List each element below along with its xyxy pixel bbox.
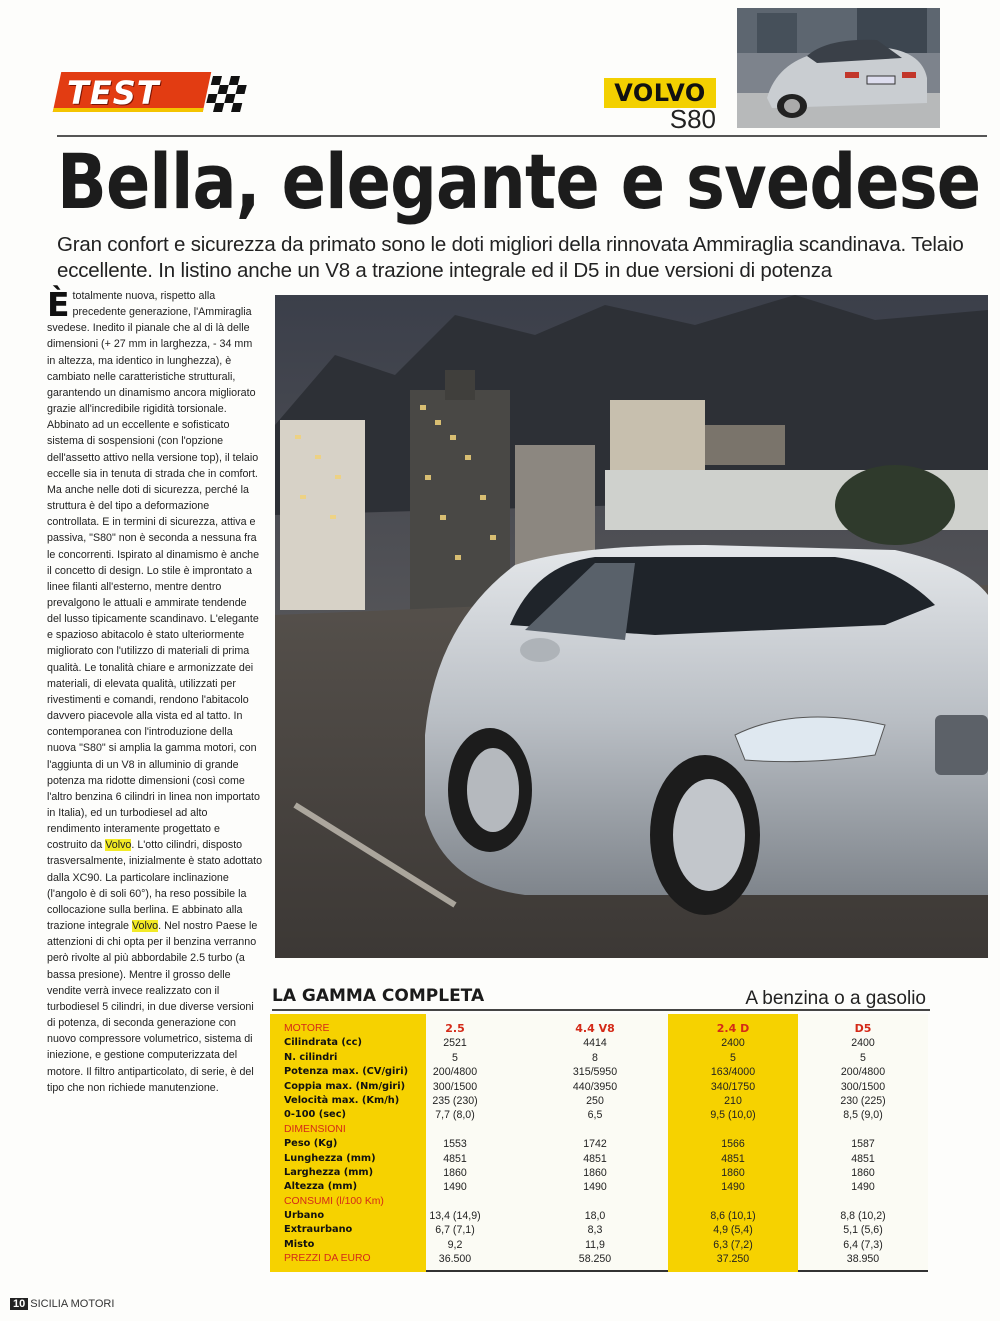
column-header: 2.4 D xyxy=(716,1022,750,1035)
spec-label: Peso (Kg) xyxy=(284,1138,338,1150)
main-car-photo xyxy=(275,295,988,958)
spec-value: 8,6 (10,1) xyxy=(710,1210,756,1223)
test-section-logo xyxy=(57,72,262,114)
spec-label: MOTORE xyxy=(284,1023,330,1034)
spec-value xyxy=(530,1195,660,1209)
spec-value: 7,7 (8,0) xyxy=(435,1109,475,1122)
spec-table xyxy=(270,1014,928,1272)
spec-label: N. cilindri xyxy=(284,1051,338,1063)
test-logo-text: TEST xyxy=(67,74,160,112)
spec-value: 5 xyxy=(860,1051,866,1064)
spec-column-2-5 xyxy=(400,1022,510,1267)
spec-value: 2400 xyxy=(851,1037,875,1050)
spec-value: 8,8 (10,2) xyxy=(840,1210,886,1223)
spec-label: DIMENSIONI xyxy=(284,1123,346,1135)
spec-value: 36.500 xyxy=(438,1253,472,1266)
spec-column-d5 xyxy=(808,1022,918,1267)
spec-value: 2400 xyxy=(721,1037,745,1050)
spec-value: 8,3 xyxy=(587,1224,603,1237)
spec-label: Urbano xyxy=(284,1210,325,1222)
spec-value: 1490 xyxy=(851,1181,875,1194)
car-rear-thumbnail-photo xyxy=(737,8,940,128)
spec-value: 1553 xyxy=(443,1138,467,1151)
spec-value: 37.250 xyxy=(716,1253,750,1266)
spec-value: 4851 xyxy=(721,1152,745,1165)
highlighted-word: Volvo xyxy=(105,839,132,852)
spec-value: 1566 xyxy=(721,1138,745,1151)
spec-label: Potenza max. (CV/giri) xyxy=(284,1066,409,1078)
spec-value: 8 xyxy=(592,1051,598,1064)
spec-value xyxy=(530,1123,660,1137)
highlighted-word: Volvo xyxy=(131,920,159,933)
column-header: D5 xyxy=(854,1022,872,1035)
page-footer xyxy=(10,1298,114,1310)
spec-value: 1490 xyxy=(721,1181,745,1194)
spec-label: Cilindrata (cc) xyxy=(284,1037,362,1049)
spec-value: 340/1750 xyxy=(710,1080,756,1093)
spec-value: 210 xyxy=(724,1094,742,1107)
spec-value: 6,5 xyxy=(587,1109,603,1122)
spec-value: 13,4 (14,9) xyxy=(429,1210,481,1223)
spec-value xyxy=(400,1123,510,1137)
spec-value: 6,3 (7,2) xyxy=(713,1238,753,1251)
spec-label: Lunghezza (mm) xyxy=(284,1152,376,1164)
spec-value: 18,0 xyxy=(584,1210,606,1223)
spec-value: 230 (225) xyxy=(840,1094,886,1107)
spec-label: PREZZI DA EURO xyxy=(284,1253,371,1265)
spec-value: 8,5 (9,0) xyxy=(843,1109,883,1122)
spec-value: 1742 xyxy=(583,1138,607,1151)
spec-value: 5 xyxy=(730,1051,736,1064)
spec-value xyxy=(808,1195,918,1209)
spec-value: 1860 xyxy=(443,1166,467,1179)
spec-value xyxy=(400,1195,510,1209)
spec-label: Misto xyxy=(284,1238,315,1250)
checkered-flag-icon xyxy=(203,76,259,114)
spec-value: 315/5950 xyxy=(572,1066,618,1079)
spec-value xyxy=(808,1123,918,1137)
spec-value: 9,5 (10,0) xyxy=(710,1109,756,1122)
table-rule xyxy=(272,1009,930,1011)
headline: Bella, elegante e svedese xyxy=(57,137,981,226)
spec-value: 4851 xyxy=(851,1152,875,1165)
spec-value: 1860 xyxy=(721,1166,745,1179)
column-header: 4.4 V8 xyxy=(575,1022,615,1035)
spec-label: Larghezza (mm) xyxy=(284,1166,374,1178)
spec-value: 6,7 (7,1) xyxy=(435,1224,475,1237)
spec-value xyxy=(668,1123,798,1137)
spec-value: 1490 xyxy=(583,1181,607,1194)
spec-value: 4851 xyxy=(443,1152,467,1165)
spec-value: 5,1 (5,6) xyxy=(843,1224,883,1237)
column-header: 2.5 xyxy=(445,1022,465,1035)
spec-value: 250 xyxy=(586,1094,604,1107)
spec-label: 0-100 (sec) xyxy=(284,1109,346,1121)
spec-label: Extraurbano xyxy=(284,1224,353,1236)
spec-value: 6,4 (7,3) xyxy=(843,1238,883,1251)
spec-value: 4,9 (5,4) xyxy=(713,1224,753,1237)
brand-label: VOLVO xyxy=(604,78,716,108)
spec-value: 38.950 xyxy=(846,1253,880,1266)
table-title: LA GAMMA COMPLETA xyxy=(272,986,485,1006)
spec-value: 200/4800 xyxy=(432,1066,478,1079)
subtitle: Gran confort e sicurezza da primato sono le doti migliori della rinnovata Ammiraglia scandinava. Telaio eccellente. In listino anche un V8 a trazione integrale ed il D5 in due versioni di potenza xyxy=(57,233,964,282)
spec-value: 9,2 xyxy=(447,1238,463,1251)
spec-value: 300/1500 xyxy=(840,1080,886,1093)
page-number: 10 xyxy=(10,1298,28,1310)
spec-value: 58.250 xyxy=(578,1253,612,1266)
model-label: S80 xyxy=(669,104,716,134)
spec-label: Velocità max. (Km/h) xyxy=(284,1094,400,1106)
spec-value: 200/4800 xyxy=(840,1066,886,1079)
spec-column-4-4-v8 xyxy=(530,1022,660,1267)
spec-value: 163/4000 xyxy=(710,1066,756,1079)
table-subtitle: A benzina o a gasolio xyxy=(745,988,926,1009)
spec-value: 1490 xyxy=(443,1181,467,1194)
spec-value: 11,9 xyxy=(585,1238,605,1251)
spec-value: 1860 xyxy=(851,1166,875,1179)
magazine-name: SICILIA MOTORI xyxy=(30,1298,115,1310)
article-paragraph: totalmente nuova, rispetto alla precedente generazione, l'Ammiraglia svedese. Inedito il pianale che al di là delle dimensioni (+ 27 mm in larghezza, - 34 mm in altezza, ma identico in lunghezza), è cambiato nelle caratteristiche strutturali, garantendo un dinamismo ancora migliorato grazie all'incredibile rigidità torsionale. Abbinato ad un eccellente e sofisticato sistema di sospensioni (con l'opzione dell'assetto attivo nella versione top), il telaio eccelle sia in tenuta di strada che in comfort. Ma anche nelle doti di sicurezza, perché la struttura è del tipo a deformazione controllata. E in termini di sicurezza, attiva e passiva, "S80" non è seconda a nessuna fra le concorrenti. Ispirato al dinamismo è anche il concetto di design. Lo stile è improntato a linee filanti all'esterno, mentre dentro prevalgono le attuali e ammirate tendende del lusso tipicamente scandinavo. L'elegante e spazioso abitacolo è stato ulteriormente migliorato con l'utilizzo di materiali di prima qualità. Le tonalità chiare e armonizzate dei materiali, di elevata qualità, utilizzati per rivestimenti e comandi, rendono l'abitacolo davvero piacevole alla vista ed al tatto. In contemporanea con l'introduzione della nuova "S80" si amplia la gamma motori, con l'aggiunta di un V8 in alluminio di grande potenza ma ridotte dimensioni (così come l'altro benzina 6 cilindri in linea non importato in Italia), ed un turbodiesel ad alto rendimento interamente progettato e costruito da Volvo. L'otto cilindri, disposto trasversalmente, inizialmente è stato adottato dalla XC90. La particolare inclinazione (l'angolo è di soli 60°), ha reso possibile la collocazione sulla berlina. E abbinato alla trazione integrale Volvo. Nel nostro Paese le attenzioni di chi opta per il benzina verranno però rivolte al più abbordabile 2.5 turbo (a bassa presione). Mentre il grosso delle vendite verrà invece realizzato con il turbodiesel 5 cilindri, in due diverse versioni di potenza, di seconda generazione con nuovo compressore volumetrico, sistema di iniezione, e gestione computerizzata del motore. Il filtro antiparticolato, di serie, è del tipo che non richiede manutenzione. xyxy=(47,290,263,1094)
spec-label: CONSUMI (l/100 Km) xyxy=(284,1195,384,1207)
spec-label: Coppia max. (Nm/giri) xyxy=(284,1080,406,1092)
spec-value: 300/1500 xyxy=(432,1080,478,1093)
drop-cap: È xyxy=(47,285,70,324)
spec-label: Altezza (mm) xyxy=(284,1181,358,1193)
spec-value: 440/3950 xyxy=(572,1080,618,1093)
spec-column-2-4-d xyxy=(668,1022,798,1267)
spec-value: 4414 xyxy=(583,1037,607,1050)
spec-value: 4851 xyxy=(583,1152,607,1165)
spec-value: 1587 xyxy=(851,1138,875,1151)
article-body xyxy=(47,285,263,1096)
spec-value: 5 xyxy=(452,1051,458,1064)
spec-value xyxy=(668,1195,798,1209)
spec-value: 2521 xyxy=(443,1037,467,1050)
spec-value: 235 (230) xyxy=(432,1094,478,1107)
spec-value: 1860 xyxy=(583,1166,607,1179)
